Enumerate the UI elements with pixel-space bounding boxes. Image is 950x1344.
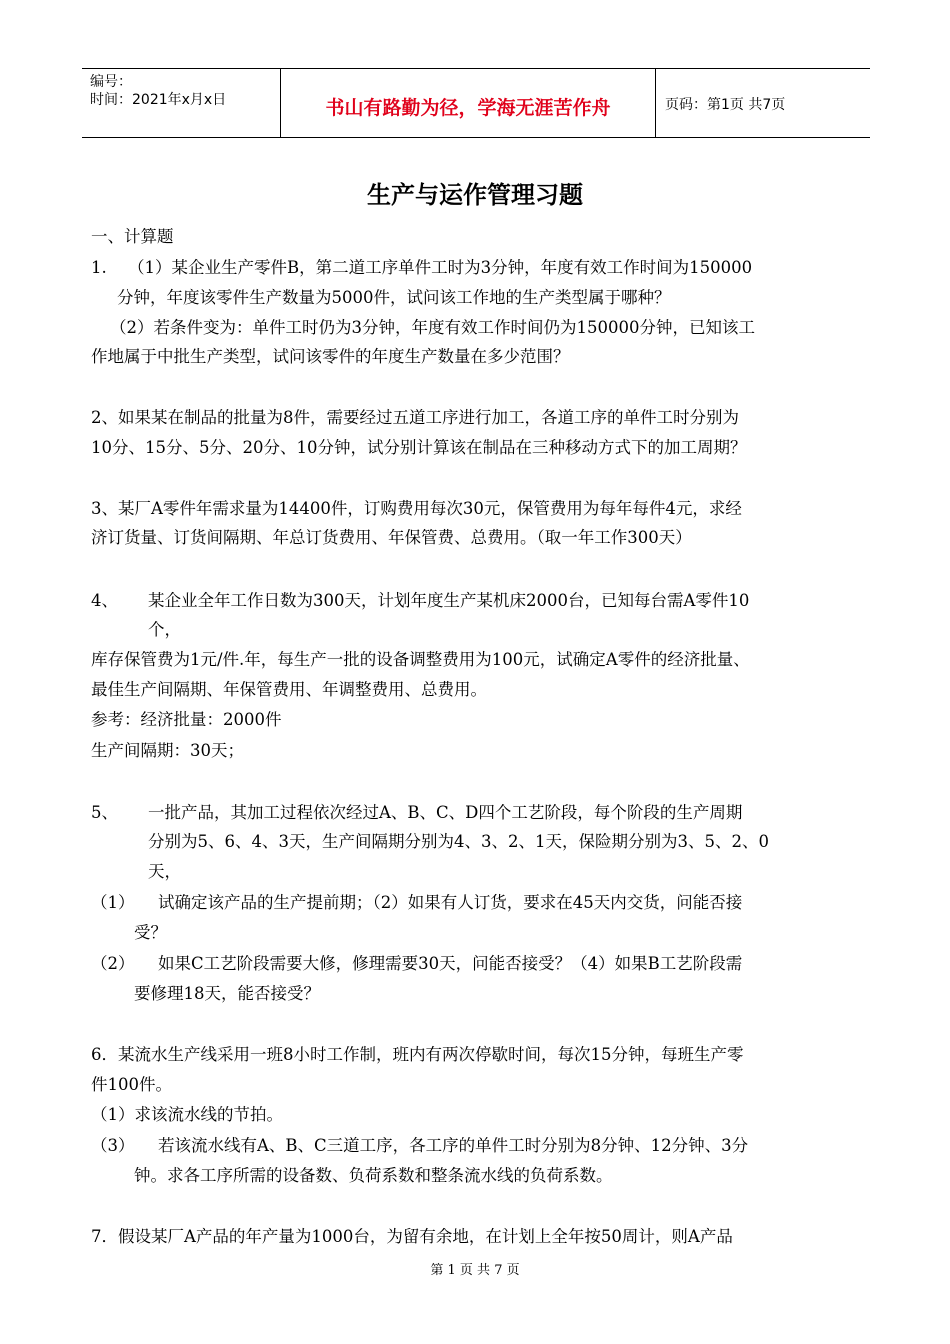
q6-sub3-number: （3） [91,1136,135,1155]
q5-line-1: 一批产品，其加工过程依次经过A、B、C、D四个工艺阶段，每个阶段的生产周期 [148,803,743,822]
q5-number: 5、 [91,803,118,822]
q1-line-3: （2）若条件变为：单件工时仍为3分钟，年度有效工作时间仍为150000分钟，已知该工 [110,318,755,337]
q1-line-1: （1）某企业生产零件B，第二道工序单件工时为3分钟，年度有效工作时间为150000 [128,258,753,277]
q6-sub3-line-2: 钟。求各工序所需的设备数、负荷系数和整条流水线的负荷系数。 [134,1166,613,1185]
document-title: 生产与运作管理习题 [367,181,583,209]
q3-line-1: 3、某厂A零件年需求量为14400件，订购费用每次30元，保管费用为每年每件4元，求经 [91,499,742,518]
q1-number: 1. [91,258,107,277]
q4-line-3: 库存保管费为1元/件.年，每生产一批的设备调整费用为100元，试确定A零件的经济批量、 [91,650,750,669]
q4-line-5: 参考：经济批量：2000件 [91,710,282,729]
page-header [82,68,870,138]
q5-sub2-line-2: 要修理18天，能否接受？ [134,984,320,1003]
q4-line-2: 个， [148,620,181,639]
q3-line-2: 济订货量、订货间隔期、年总订货费用、年保管费、总费用。（取一年工作300天） [91,528,692,547]
q7-line-1: 7．假设某厂A产品的年产量为1000台，为留有余地，在计划上全年按50周计，则A产品 [91,1227,733,1246]
q4-number: 4、 [91,591,118,610]
q5-sub2-line-1: 如果C工艺阶段需要大修，修理需要30天，问能否接受？（4）如果B工艺阶段需 [158,954,743,973]
q4-line-1: 某企业全年工作日数为300天，计划年度生产某机床2000台，已知每台需A零件10 [148,591,750,610]
page-footer: 第 1 页 共 7 页 [430,1263,520,1278]
q6-line-2: 件100件。 [91,1075,172,1094]
q6-line-1: 6．某流水生产线采用一班8小时工作制，班内有两次停歇时间，每次15分钟，每班生产零 [91,1045,744,1064]
section-heading: 一、计算题 [91,227,174,246]
serial-label: 编号： [90,74,132,90]
page-info: 页码：第1页 共7页 [665,97,786,113]
q2-line-1: 2、如果某在制品的批量为8件，需要经过五道工序进行加工，各道工序的单件工时分别为 [91,408,739,427]
q5-sub1-number: （1） [91,893,135,912]
q5-line-2: 分别为5、6、4、3天，生产间隔期分别为4、3、2、1天，保险期分别为3、5、2、0 [148,832,769,851]
q4-line-6: 生产间隔期：30天； [91,741,244,760]
q1-line-4: 作地属于中批生产类型，试问该零件的年度生产数量在多少范围？ [91,347,570,366]
q6-line-3: （1）求该流水线的节拍。 [91,1105,283,1124]
q5-line-3: 天， [148,862,181,881]
q1-line-2: 分钟，年度该零件生产数量为5000件，试问该工作地的生产类型属于哪种？ [117,288,671,307]
q6-sub3-line-1: 若该流水线有A、B、C三道工序，各工序的单件工时分别为8分钟、12分钟、3分 [158,1136,749,1155]
q5-sub1-line-1: 试确定该产品的生产提前期；（2）如果有人订货，要求在45天内交货，问能否接 [158,893,743,912]
q4-line-4: 最佳生产间隔期、年保管费用、年调整费用、总费用。 [91,680,487,699]
header-motto-cell [280,69,656,137]
q5-sub2-number: （2） [91,954,135,973]
header-meta-cell [82,69,280,137]
date-label: 时间：2021年x月x日 [90,92,227,108]
q2-line-2: 10分、15分、5分、20分、10分钟，试分别计算该在制品在三种移动方式下的加工周期？ [91,438,747,457]
header-motto: 书山有路勤为径，学海无涯苦作舟 [325,97,611,119]
header-page-cell [655,69,870,137]
q5-sub1-line-2: 受？ [134,923,167,942]
